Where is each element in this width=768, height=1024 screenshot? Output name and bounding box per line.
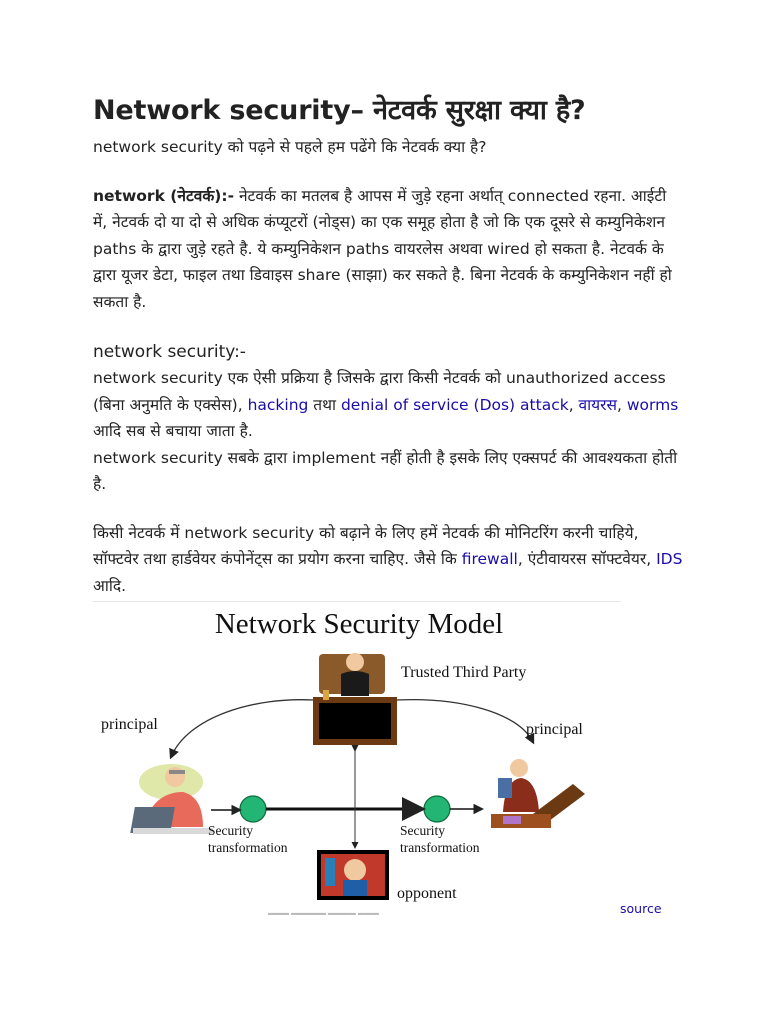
monitoring-text-1: किसी नेटवर्क में network security को बढ़ाने के लिए हमें नेटवर्क की मोनिटरिंग करनी चाहिये, सॉफ्टवेर तथा हार्डवेयर कंपोनेंट्स का प्रयोग करना चाहिए. जैसे कि bbox=[93, 523, 639, 568]
opponent-icon bbox=[317, 850, 389, 900]
firewall-link[interactable]: firewall bbox=[461, 550, 518, 568]
ids-link[interactable]: IDS bbox=[656, 550, 683, 568]
hacking-link[interactable]: hacking bbox=[247, 395, 309, 414]
figure-title: Network Security Model bbox=[214, 608, 504, 640]
network-security-model-figure bbox=[93, 601, 621, 917]
security-text-2: तथा bbox=[308, 395, 341, 414]
opponent-label: opponent bbox=[397, 885, 457, 902]
monitoring-text-2: , एंटीवायरस सॉफ्टवेयर, bbox=[517, 550, 657, 568]
security-implement-text: network security सबके द्वारा implement नहीं होती है इसके लिए एक्सपर्ट की आवश्यकता होती है. bbox=[93, 448, 678, 493]
security-text-3: आदि सब से बचाया जाता है. bbox=[93, 422, 253, 440]
person-desk-icon bbox=[491, 759, 585, 828]
separator: , bbox=[568, 395, 579, 414]
intro-text: network security को पढ़ने से पहले हम पढेंगे कि नेटवर्क क्या है? bbox=[93, 138, 487, 156]
dos-attack-link[interactable]: denial of service (Dos) attack bbox=[340, 395, 569, 414]
transformation-label-right: transformation bbox=[400, 840, 480, 855]
judge-icon bbox=[313, 653, 397, 745]
right-transformation-node bbox=[424, 796, 450, 822]
monitoring-text-3: आदि. bbox=[93, 576, 127, 595]
network-definition bbox=[93, 183, 683, 316]
monitoring-paragraph bbox=[93, 520, 683, 600]
separator: , bbox=[617, 395, 627, 414]
security-label-right: Security bbox=[400, 823, 445, 838]
network-definition-text: नेटवर्क का मतलब है आपस में जुड़े रहना अर्थात् connected रहना. आईटी में, नेटवर्क दो या दो से अधिक कंप्यूटरों (नोड्स) का एक समूह होता है जो कि एक दूसरे से कम्युनिकेशन paths के द्वारा जुड़े रहते है. ये कम्युनिकेशन paths वायरलेस अथवा wired हो सकता है. नेटवर्क के द्वारा यूजर डेटा, फाइल तथा डिवाइस share (साझा) कर सकते है. बिना नेटवर्क के कम्युनिकेशन नहीं हो सकता है. bbox=[93, 186, 672, 311]
security-text-1: network security एक ऐसी प्रक्रिया है जिसके द्वारा किसी नेटवर्क को unauthorized access (बिना अनुमति के एक्सेस), bbox=[93, 369, 666, 414]
person-laptop-icon bbox=[130, 764, 213, 834]
page-title: Network security– नेटवर्क सुरक्षा क्या है? bbox=[93, 95, 586, 126]
principal-left-label: principal bbox=[101, 716, 158, 733]
source-link[interactable]: source bbox=[620, 901, 662, 916]
virus-link[interactable]: वायरस bbox=[578, 395, 617, 414]
security-label-left: Security bbox=[208, 823, 253, 838]
article bbox=[93, 92, 683, 599]
copyright-faint: ▬▬▬ ▬▬▬▬▬ ▬▬▬▬ ▬▬▬ bbox=[268, 910, 379, 917]
left-transformation-node bbox=[240, 796, 266, 822]
security-paragraph bbox=[93, 365, 683, 445]
transformation-label-left: transformation bbox=[208, 840, 288, 855]
section-heading-network-security: network security:- bbox=[93, 342, 246, 362]
principal-right-label: principal bbox=[526, 721, 583, 738]
worms-link[interactable]: worms bbox=[626, 395, 679, 414]
network-term: network (नेटवर्क):- bbox=[93, 186, 235, 205]
trusted-third-party-label: Trusted Third Party bbox=[401, 664, 527, 681]
